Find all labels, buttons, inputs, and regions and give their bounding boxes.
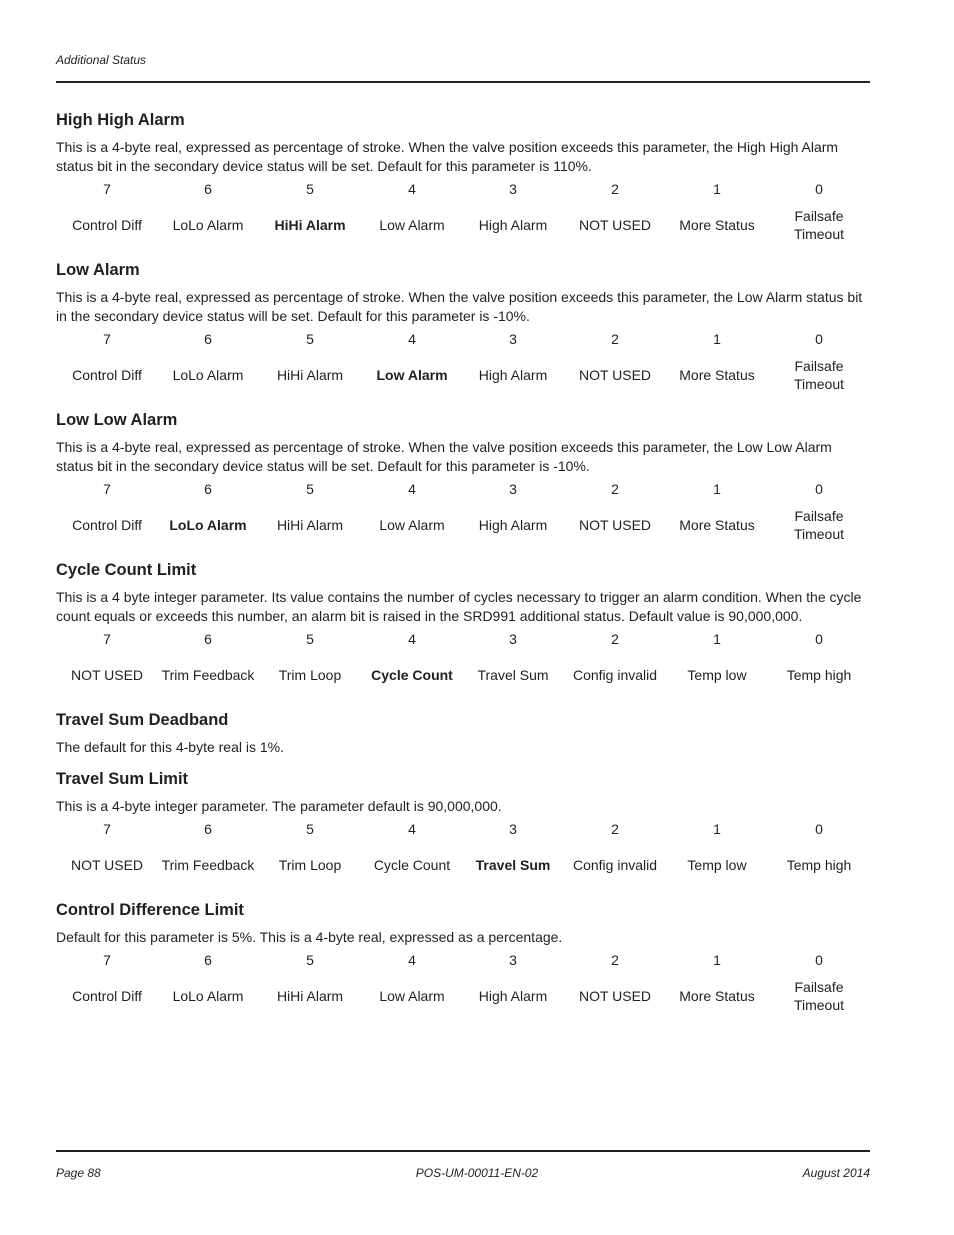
bit-number: 2 bbox=[611, 631, 619, 647]
bit-number: 5 bbox=[306, 481, 314, 497]
bit-number: 7 bbox=[103, 821, 111, 837]
bit-number: 5 bbox=[306, 331, 314, 347]
bit-label: NOT USED bbox=[578, 988, 652, 1004]
bit-number: 4 bbox=[408, 952, 416, 968]
footer-rule bbox=[56, 1150, 870, 1152]
bit-label: Temp low bbox=[687, 667, 747, 683]
bit-column bbox=[666, 327, 768, 399]
bit-column bbox=[56, 948, 158, 1020]
bit-number: 0 bbox=[815, 952, 823, 968]
parameter-section bbox=[56, 710, 870, 757]
bit-column bbox=[768, 327, 870, 399]
bit-label: More Status bbox=[679, 217, 755, 233]
header-rule bbox=[56, 81, 870, 83]
bit-column bbox=[768, 817, 870, 889]
bit-column bbox=[666, 177, 768, 249]
bit-number: 1 bbox=[713, 481, 721, 497]
section-heading: High High Alarm bbox=[56, 111, 185, 129]
bit-number: 3 bbox=[509, 481, 517, 497]
bit-number: 4 bbox=[408, 631, 416, 647]
bit-column bbox=[56, 177, 158, 249]
status-bit-table bbox=[56, 327, 870, 405]
header-section-label: Additional Status bbox=[56, 53, 147, 67]
bit-column bbox=[361, 627, 463, 699]
bit-number: 7 bbox=[103, 481, 111, 497]
bit-column bbox=[259, 627, 361, 699]
bit-label: Control Diff bbox=[72, 517, 142, 533]
bit-label: NOT USED bbox=[578, 517, 652, 533]
bit-column bbox=[666, 477, 768, 549]
bit-column bbox=[666, 627, 768, 699]
bit-label: NOT USED bbox=[70, 857, 144, 873]
bit-number: 0 bbox=[815, 481, 823, 497]
section-heading: Control Difference Limit bbox=[56, 901, 244, 919]
section-heading: Cycle Count Limit bbox=[56, 561, 197, 579]
bit-column bbox=[56, 817, 158, 889]
bit-label: Control Diff bbox=[72, 367, 142, 383]
bit-column bbox=[564, 817, 666, 889]
bit-number: 2 bbox=[611, 821, 619, 837]
status-bit-table bbox=[56, 477, 870, 555]
bit-column bbox=[56, 327, 158, 399]
bit-column bbox=[259, 477, 361, 549]
bit-label: HiHi Alarm bbox=[276, 988, 344, 1004]
bit-label: Low Alarm bbox=[379, 217, 445, 233]
bit-column bbox=[666, 948, 768, 1020]
parameter-section bbox=[56, 410, 870, 555]
bit-number: 5 bbox=[306, 952, 314, 968]
bit-number: 6 bbox=[204, 481, 212, 497]
bit-number: 3 bbox=[509, 331, 517, 347]
bit-number: 4 bbox=[408, 331, 416, 347]
bit-label: HiHi Alarm bbox=[276, 517, 344, 533]
section-description: Default for this parameter is 5%. This is a 4-byte real, expressed as a percentage. bbox=[56, 929, 563, 945]
bit-label: Trim Feedback bbox=[161, 857, 255, 873]
bit-label: Failsafe Timeout bbox=[793, 508, 845, 542]
bit-label: LoLo Alarm bbox=[172, 217, 244, 233]
bit-label: LoLo Alarm bbox=[172, 367, 244, 383]
bit-column bbox=[157, 817, 259, 889]
bit-column bbox=[768, 177, 870, 249]
bit-number: 1 bbox=[713, 631, 721, 647]
parameter-section bbox=[56, 110, 870, 255]
bit-label: Temp low bbox=[687, 857, 747, 873]
bit-column bbox=[259, 817, 361, 889]
bit-number: 1 bbox=[713, 181, 721, 197]
bit-column bbox=[361, 327, 463, 399]
bit-label: Failsafe Timeout bbox=[793, 358, 845, 392]
section-heading: Travel Sum Deadband bbox=[56, 711, 229, 729]
bit-number: 3 bbox=[509, 631, 517, 647]
bit-column bbox=[259, 177, 361, 249]
bit-number: 2 bbox=[611, 181, 619, 197]
bit-number: 1 bbox=[713, 331, 721, 347]
section-heading: Low Alarm bbox=[56, 261, 140, 279]
bit-number: 6 bbox=[204, 952, 212, 968]
bit-number: 6 bbox=[204, 181, 212, 197]
bit-number: 5 bbox=[306, 821, 314, 837]
bit-number: 3 bbox=[509, 821, 517, 837]
bit-number: 0 bbox=[815, 631, 823, 647]
bit-column bbox=[768, 477, 870, 549]
bit-label: Control Diff bbox=[72, 988, 142, 1004]
bit-column bbox=[564, 477, 666, 549]
section-description: This is a 4-byte integer parameter. The parameter default is 90,000,000. bbox=[56, 798, 502, 814]
bit-number: 3 bbox=[509, 952, 517, 968]
footer-page-number: Page 88 bbox=[56, 1166, 101, 1180]
bit-number: 1 bbox=[713, 952, 721, 968]
bit-label: Travel Sum bbox=[477, 667, 549, 683]
bit-label: Temp high bbox=[786, 857, 852, 873]
bit-column bbox=[564, 177, 666, 249]
parameter-section bbox=[56, 260, 870, 405]
bit-column bbox=[157, 627, 259, 699]
bit-label: Trim Loop bbox=[278, 857, 342, 873]
bit-label: High Alarm bbox=[478, 367, 548, 383]
bit-column bbox=[157, 948, 259, 1020]
bit-label: NOT USED bbox=[578, 367, 652, 383]
bit-label: Control Diff bbox=[72, 217, 142, 233]
section-description: This is a 4 byte integer parameter. Its value contains the number of cycles necessary to trigger an alarm condition. When the cycle count equals or exceeds this number, an alarm bit is raised in the SRD991 additional status. Default value is 90,000,000. bbox=[56, 589, 862, 624]
bit-column bbox=[564, 627, 666, 699]
bit-number: 4 bbox=[408, 181, 416, 197]
bit-label-selected: LoLo Alarm bbox=[169, 517, 247, 533]
bit-column bbox=[157, 327, 259, 399]
bit-label: Temp high bbox=[786, 667, 852, 683]
bit-label: Failsafe Timeout bbox=[793, 979, 845, 1013]
section-heading: Low Low Alarm bbox=[56, 411, 178, 429]
bit-number: 0 bbox=[815, 181, 823, 197]
bit-column bbox=[361, 477, 463, 549]
section-description: The default for this 4-byte real is 1%. bbox=[56, 739, 284, 755]
bit-label: Failsafe Timeout bbox=[793, 208, 845, 242]
bit-label-selected: HiHi Alarm bbox=[274, 217, 346, 233]
bit-label: High Alarm bbox=[478, 217, 548, 233]
bit-number: 7 bbox=[103, 181, 111, 197]
parameter-section bbox=[56, 560, 870, 705]
bit-label: Config invalid bbox=[572, 667, 658, 683]
section-description: This is a 4-byte real, expressed as percentage of stroke. When the valve position exceeds this parameter, the Low Low Alarm status bit in the secondary device status will be set. Default for this parameter is -10%. bbox=[56, 439, 832, 474]
bit-column bbox=[564, 948, 666, 1020]
bit-label-selected: Cycle Count bbox=[371, 667, 453, 683]
section-heading: Travel Sum Limit bbox=[56, 770, 189, 788]
bit-column bbox=[666, 817, 768, 889]
bit-column bbox=[361, 948, 463, 1020]
status-bit-table bbox=[56, 627, 870, 705]
bit-column bbox=[462, 948, 564, 1020]
bit-label: LoLo Alarm bbox=[172, 988, 244, 1004]
bit-number: 6 bbox=[204, 331, 212, 347]
bit-label: Low Alarm bbox=[379, 517, 445, 533]
status-bit-table bbox=[56, 948, 870, 1026]
bit-column bbox=[56, 477, 158, 549]
bit-number: 5 bbox=[306, 631, 314, 647]
bit-label: More Status bbox=[679, 367, 755, 383]
bit-column bbox=[564, 327, 666, 399]
bit-number: 0 bbox=[815, 331, 823, 347]
footer-date: August 2014 bbox=[802, 1166, 870, 1180]
parameter-section bbox=[56, 900, 870, 1026]
status-bit-table bbox=[56, 817, 870, 895]
bit-number: 6 bbox=[204, 821, 212, 837]
bit-column bbox=[462, 177, 564, 249]
bit-number: 5 bbox=[306, 181, 314, 197]
bit-label: Trim Loop bbox=[278, 667, 342, 683]
bit-number: 1 bbox=[713, 821, 721, 837]
bit-column bbox=[157, 477, 259, 549]
bit-column bbox=[462, 817, 564, 889]
bit-label: NOT USED bbox=[578, 217, 652, 233]
bit-label-selected: Travel Sum bbox=[475, 857, 551, 873]
bit-number: 4 bbox=[408, 821, 416, 837]
bit-number: 4 bbox=[408, 481, 416, 497]
bit-column bbox=[768, 627, 870, 699]
bit-label: NOT USED bbox=[70, 667, 144, 683]
bit-number: 7 bbox=[103, 631, 111, 647]
bit-label: High Alarm bbox=[478, 988, 548, 1004]
bit-number: 0 bbox=[815, 821, 823, 837]
bit-column bbox=[259, 948, 361, 1020]
bit-label: HiHi Alarm bbox=[276, 367, 344, 383]
bit-label: Cycle Count bbox=[373, 857, 451, 873]
bit-number: 7 bbox=[103, 952, 111, 968]
bit-column bbox=[768, 948, 870, 1020]
bit-label: Trim Feedback bbox=[161, 667, 255, 683]
bit-number: 2 bbox=[611, 331, 619, 347]
bit-label: High Alarm bbox=[478, 517, 548, 533]
bit-column bbox=[462, 327, 564, 399]
section-description: This is a 4-byte real, expressed as percentage of stroke. When the valve position exceeds this parameter, the Low Alarm status bit in the secondary device status will be set. Default for this parameter is -10%. bbox=[56, 289, 863, 324]
parameter-section bbox=[56, 769, 870, 895]
bit-number: 7 bbox=[103, 331, 111, 347]
bit-number: 2 bbox=[611, 952, 619, 968]
bit-column bbox=[361, 817, 463, 889]
bit-column bbox=[56, 627, 158, 699]
bit-label: Low Alarm bbox=[379, 988, 445, 1004]
bit-number: 6 bbox=[204, 631, 212, 647]
footer-document-id: POS-UM-00011-EN-02 bbox=[415, 1166, 539, 1180]
bit-label: More Status bbox=[679, 517, 755, 533]
status-bit-table bbox=[56, 177, 870, 255]
bit-number: 2 bbox=[611, 481, 619, 497]
bit-column bbox=[157, 177, 259, 249]
bit-column bbox=[462, 477, 564, 549]
bit-column bbox=[361, 177, 463, 249]
bit-label: Config invalid bbox=[572, 857, 658, 873]
bit-column bbox=[259, 327, 361, 399]
bit-number: 3 bbox=[509, 181, 517, 197]
bit-column bbox=[462, 627, 564, 699]
bit-label: More Status bbox=[679, 988, 755, 1004]
section-description: This is a 4-byte real, expressed as percentage of stroke. When the valve position exceeds this parameter, the High High Alarm status bit in the secondary device status will be set. Default for this parameter is 110%. bbox=[56, 139, 839, 174]
bit-label-selected: Low Alarm bbox=[376, 367, 448, 383]
